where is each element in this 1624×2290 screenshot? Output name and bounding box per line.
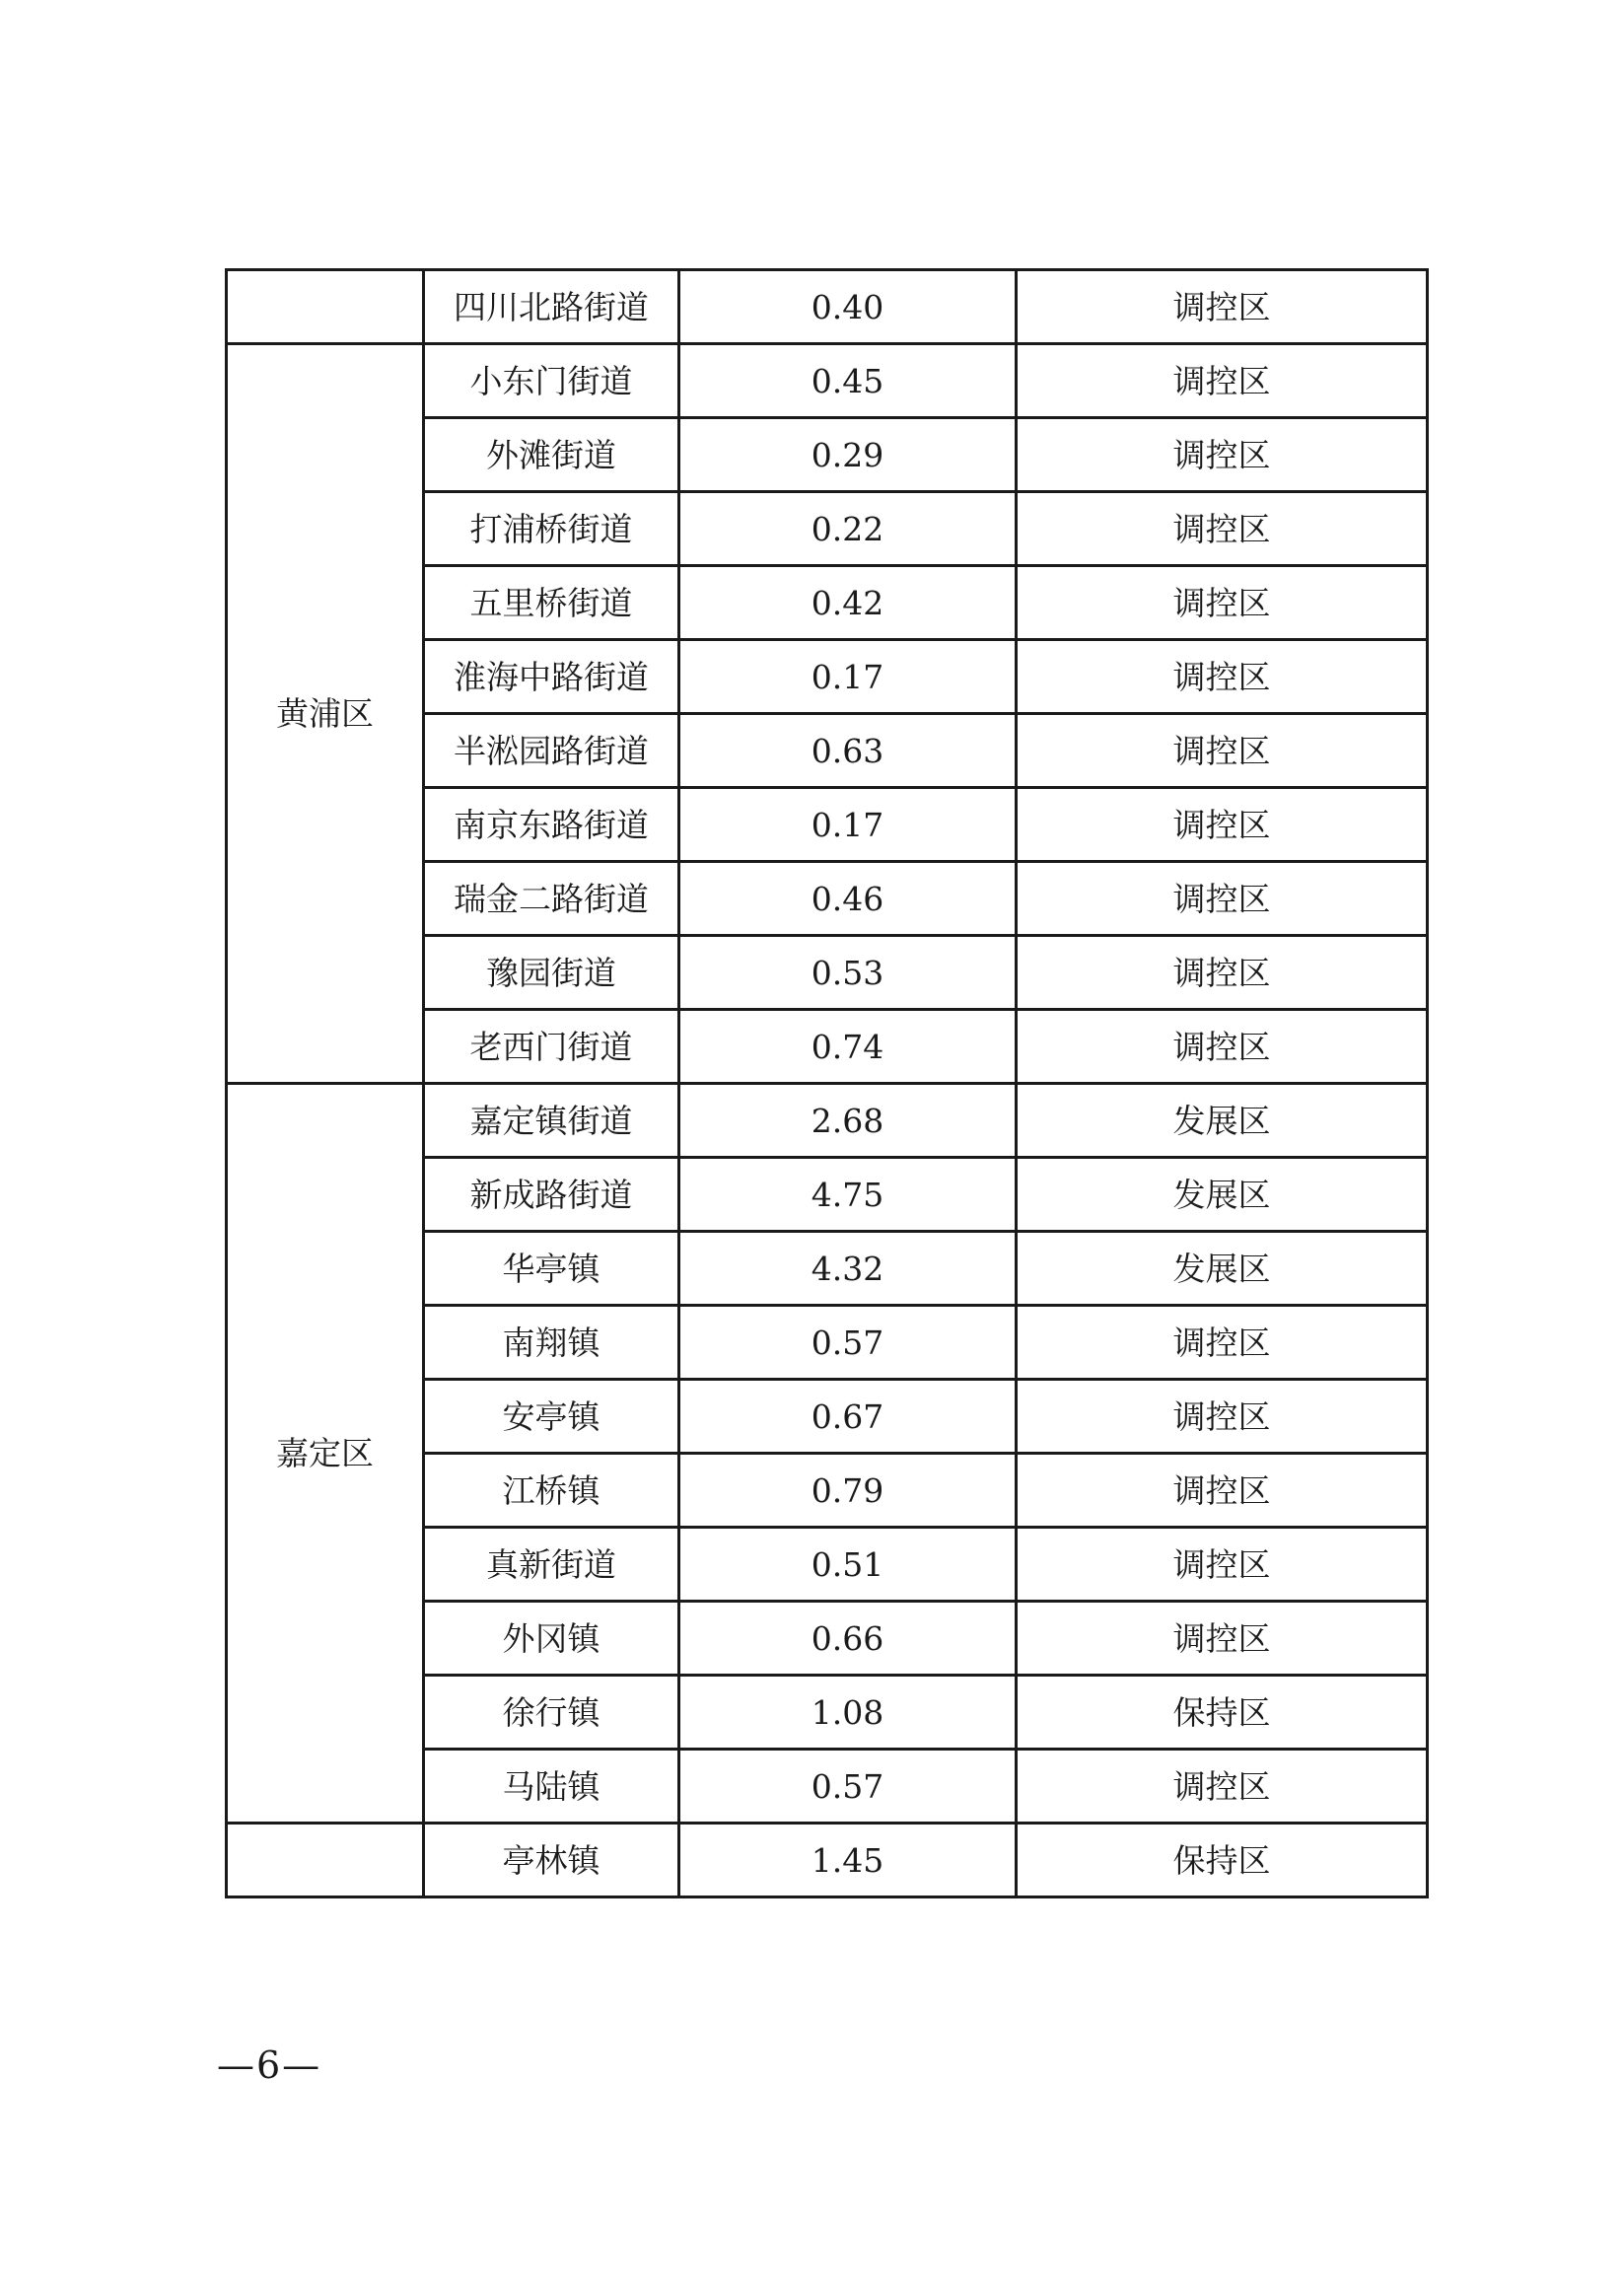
street-name-cell: 外滩街道 xyxy=(424,418,679,492)
street-name-cell: 小东门街道 xyxy=(424,344,679,418)
ratio-value-cell: 1.08 xyxy=(679,1676,1017,1750)
zone-category-cell: 调控区 xyxy=(1017,1010,1428,1084)
street-name-cell: 真新街道 xyxy=(424,1528,679,1602)
ratio-value-cell: 2.68 xyxy=(679,1084,1017,1158)
ratio-value-cell: 0.74 xyxy=(679,1010,1017,1084)
street-name-cell: 打浦桥街道 xyxy=(424,492,679,566)
ratio-value-cell: 4.75 xyxy=(679,1158,1017,1232)
street-name-cell: 徐行镇 xyxy=(424,1676,679,1750)
street-name-cell: 南京东路街道 xyxy=(424,788,679,862)
page-number: —6— xyxy=(217,2043,322,2087)
street-name-cell: 瑞金二路街道 xyxy=(424,862,679,936)
ratio-value-cell: 0.57 xyxy=(679,1306,1017,1380)
zone-category-cell: 发展区 xyxy=(1017,1084,1428,1158)
zone-category-cell: 调控区 xyxy=(1017,1380,1428,1454)
ratio-value-cell: 0.57 xyxy=(679,1750,1017,1824)
ratio-value-cell: 0.51 xyxy=(679,1528,1017,1602)
zone-category-cell: 调控区 xyxy=(1017,1602,1428,1676)
street-name-cell: 淮海中路街道 xyxy=(424,640,679,714)
zone-category-cell: 调控区 xyxy=(1017,1750,1428,1824)
street-name-cell: 豫园街道 xyxy=(424,936,679,1010)
street-name-cell: 外冈镇 xyxy=(424,1602,679,1676)
street-name-cell: 四川北路街道 xyxy=(424,270,679,344)
ratio-value-cell: 0.17 xyxy=(679,788,1017,862)
zone-category-cell: 保持区 xyxy=(1017,1676,1428,1750)
ratio-value-cell: 0.46 xyxy=(679,862,1017,936)
district-cell: 黄浦区 xyxy=(227,344,424,1084)
zone-category-cell: 调控区 xyxy=(1017,344,1428,418)
table-row xyxy=(227,1084,1428,1158)
ratio-value-cell: 0.66 xyxy=(679,1602,1017,1676)
zone-category-cell: 调控区 xyxy=(1017,1528,1428,1602)
street-name-cell: 新成路街道 xyxy=(424,1158,679,1232)
street-name-cell: 嘉定镇街道 xyxy=(424,1084,679,1158)
zone-category-cell: 调控区 xyxy=(1017,640,1428,714)
street-name-cell: 老西门街道 xyxy=(424,1010,679,1084)
table-body xyxy=(227,270,1428,1897)
district-cell xyxy=(227,270,424,344)
zone-category-cell: 保持区 xyxy=(1017,1824,1428,1897)
zone-category-cell: 调控区 xyxy=(1017,788,1428,862)
ratio-value-cell: 0.17 xyxy=(679,640,1017,714)
ratio-value-cell: 0.40 xyxy=(679,270,1017,344)
table-row xyxy=(227,344,1428,418)
zone-category-cell: 发展区 xyxy=(1017,1158,1428,1232)
street-name-cell: 马陆镇 xyxy=(424,1750,679,1824)
zone-category-cell: 调控区 xyxy=(1017,1306,1428,1380)
street-name-cell: 华亭镇 xyxy=(424,1232,679,1306)
street-name-cell: 半淞园路街道 xyxy=(424,714,679,788)
district-cell: 嘉定区 xyxy=(227,1084,424,1824)
ratio-value-cell: 0.79 xyxy=(679,1454,1017,1528)
street-name-cell: 五里桥街道 xyxy=(424,566,679,640)
ratio-value-cell: 0.22 xyxy=(679,492,1017,566)
ratio-value-cell: 4.32 xyxy=(679,1232,1017,1306)
ratio-value-cell: 0.63 xyxy=(679,714,1017,788)
zone-category-cell: 调控区 xyxy=(1017,936,1428,1010)
ratio-value-cell: 0.45 xyxy=(679,344,1017,418)
zone-category-cell: 调控区 xyxy=(1017,492,1428,566)
zone-category-cell: 调控区 xyxy=(1017,714,1428,788)
ratio-value-cell: 1.45 xyxy=(679,1824,1017,1897)
street-name-cell: 安亭镇 xyxy=(424,1380,679,1454)
zone-category-cell: 调控区 xyxy=(1017,566,1428,640)
zone-category-cell: 发展区 xyxy=(1017,1232,1428,1306)
street-name-cell: 南翔镇 xyxy=(424,1306,679,1380)
district-table xyxy=(225,268,1429,1898)
street-name-cell: 亭林镇 xyxy=(424,1824,679,1897)
street-name-cell: 江桥镇 xyxy=(424,1454,679,1528)
zone-category-cell: 调控区 xyxy=(1017,270,1428,344)
zone-category-cell: 调控区 xyxy=(1017,418,1428,492)
table-row xyxy=(227,270,1428,344)
table-row xyxy=(227,1824,1428,1897)
ratio-value-cell: 0.67 xyxy=(679,1380,1017,1454)
district-cell xyxy=(227,1824,424,1897)
zone-category-cell: 调控区 xyxy=(1017,862,1428,936)
ratio-value-cell: 0.53 xyxy=(679,936,1017,1010)
ratio-value-cell: 0.42 xyxy=(679,566,1017,640)
zone-category-cell: 调控区 xyxy=(1017,1454,1428,1528)
ratio-value-cell: 0.29 xyxy=(679,418,1017,492)
